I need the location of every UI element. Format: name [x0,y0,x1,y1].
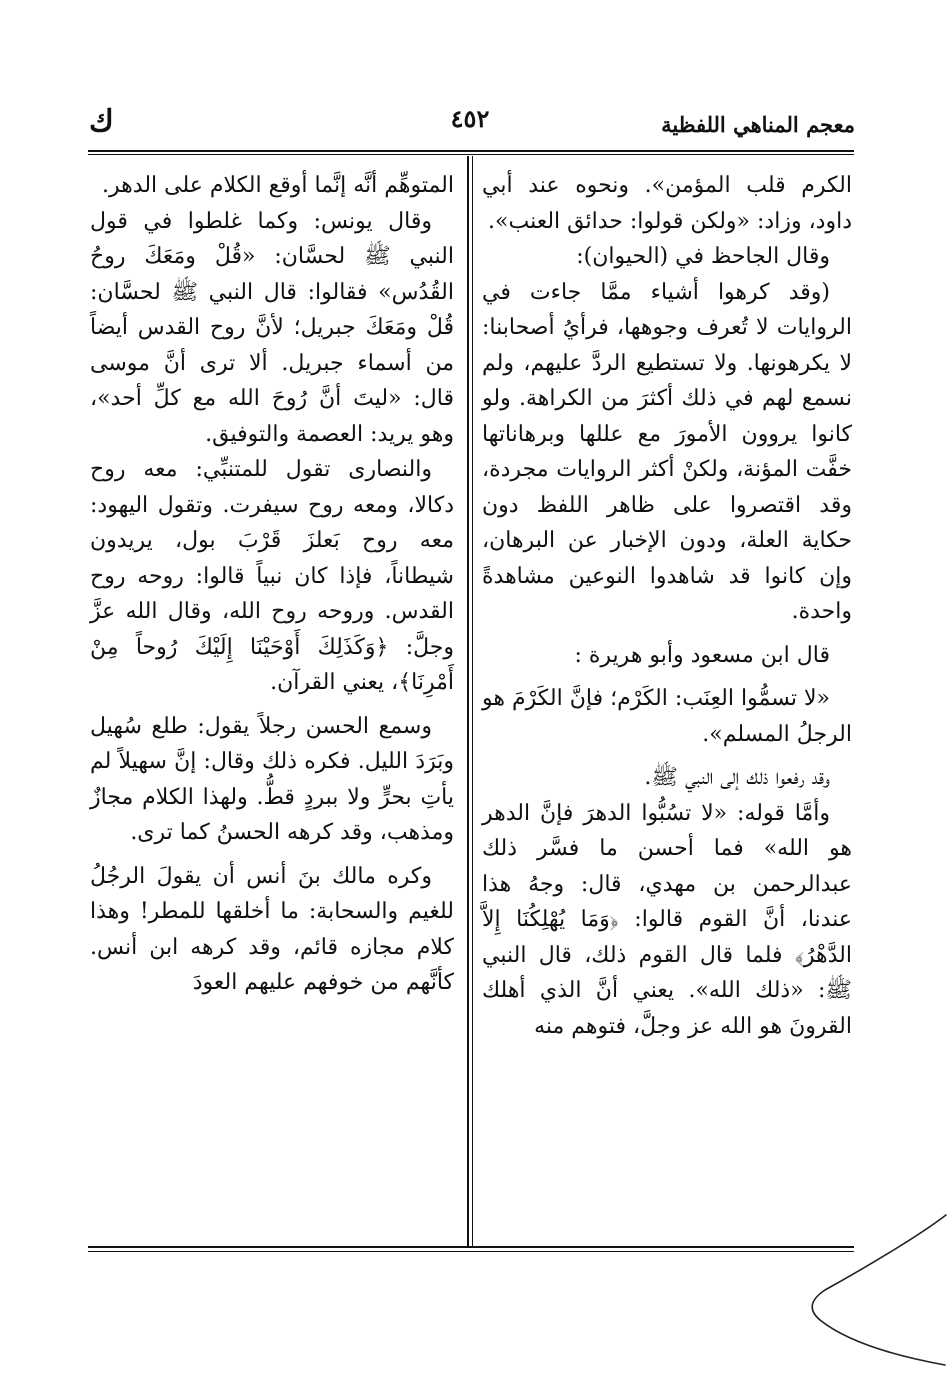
hadith-paragraph: «لا تسمُّوا العِنَب: الكَرْم؛ فإنَّ الكَرْمَ هو الرجلُ المسلم». [482,686,852,747]
footer-rule-thin [88,1251,854,1252]
running-title: معجم المناهي اللفظية [661,112,855,137]
paragraph: وكره مالك بنَ أنس أن يقولَ الرجُلُ للغيم والسحابة: ما أخلقها للمطر! وهذا كلام مجازه قائم، وقد كرهه ابن أنس. كأنَّهم من خوفهم عليهم العودَ [90,863,454,995]
quote-paragraph: (وقد كرهوا أشياء ممَّا جاءت في الروايات لا تُعرف وجوهها، فرأيُ أصحابنا: لا يكرهونها. ولا تستطيع الردَّ عليهم، ولم نسمع لهم في ذلك أكثرَ من الكراهة. ولو كانوا يروون الأمورَ مع عللها وبرهاناتها خفَّت المؤنة، ولكنْ أكثر الروايات مجردة، وقد اقتصروا على ظاهر اللفظ دون حكاية العلة، ودون الإخبار عن البرهان، وإن كانوا قد شاهدوا النوعين مشاهدةً واحدة. [482,279,852,624]
right-column [482,168,852,1044]
section-letter: ك [89,104,114,139]
paragraph: وقال الجاحظ في (الحيوان): [576,244,830,269]
pen-stroke-mark [800,1195,948,1373]
paragraph: الكرم قلب المؤمن». ونحوه عند أبي داود، وزاد: «ولكن قولوا: حدائق العنب». [482,173,852,234]
footer-rule [88,1246,854,1248]
page-header [85,100,855,150]
paragraph: وسمع الحسن رجلاً يقول: طلع سُهيل وبَرَدَ الليل. فكره ذلك وقال: إنَّ سهيلاً لم يأتِ بحرٍّ ولا ببردٍ قطُّ. ولهذا الكلام مجازٌ ومذهب، وقد كرهه الحسنُ كما ترى. [90,713,454,845]
page-number: ٤٥٢ [450,104,490,133]
paragraph: المتوهِّم أنَّه إنَّما أوقع الكلام على الدهر. [102,173,454,198]
header-rule [88,150,854,152]
paragraph: والنصارى تقول للمتنبِّي: معه روح دكالا، ومعه روح سيفرت. وتقول اليهود: معه روح بَعلزَ قَرْبَ بول، يريدون شيطاناً، فإذا كان نبياً قالوا: روحه روح القدس. وروحه روح الله، وقال الله عزَّ وجلَّ: ﴿وَكَذَلِكَ أَوْحَيْنَا إِلَيْكَ رُوحاً مِنْ أَمْرِنَا﴾، يعني القرآن. [90,457,454,695]
left-column [90,168,454,1001]
paragraph: وقد رفعوا ذلك إلى النبي ﷺ. [644,765,830,790]
paragraph: وقال يونس: وكما غلطوا في قول النبي ﷺ لحسَّان: «قُلْ ومَعَكَ روحُ القُدُس» فقالوا: قال النبي ﷺ لحسَّان: قُلْ ومَعَكَ جبريل؛ لأنَّ روح القدس أيضاً من أسماء جبريل. ألا ترى أنَّ موسى قال: «ليتَ أنَّ رُوحَ الله مع كلِّ أحد»، وهو يريد: العصمة والتوفيق. [90,208,454,447]
paragraph: وأمَّا قوله: «لا تسُبُّوا الدهرَ فإنَّ الدهر هو الله» فما أحسن ما فسَّر ذلك عبدالرحمن بن مهدي، قال: وجهُ هذا عندنا، أنَّ القوم قالوا: ﴿وَمَا يُهْلِكُنَا إِلاَّ الدَّهْرُ﴾ فلما قال القوم ذلك، قال النبي ﷺ: «ذلك الله». يعني أنَّ الذي أهلك القرونَ هو الله عز وجلَّ، فتوهم منه [482,800,852,1039]
header-rule-thin [88,154,854,155]
column-divider-thin [472,156,473,1246]
paragraph: قال ابن مسعود وأبو هريرة : [574,642,830,668]
column-divider [467,156,469,1246]
